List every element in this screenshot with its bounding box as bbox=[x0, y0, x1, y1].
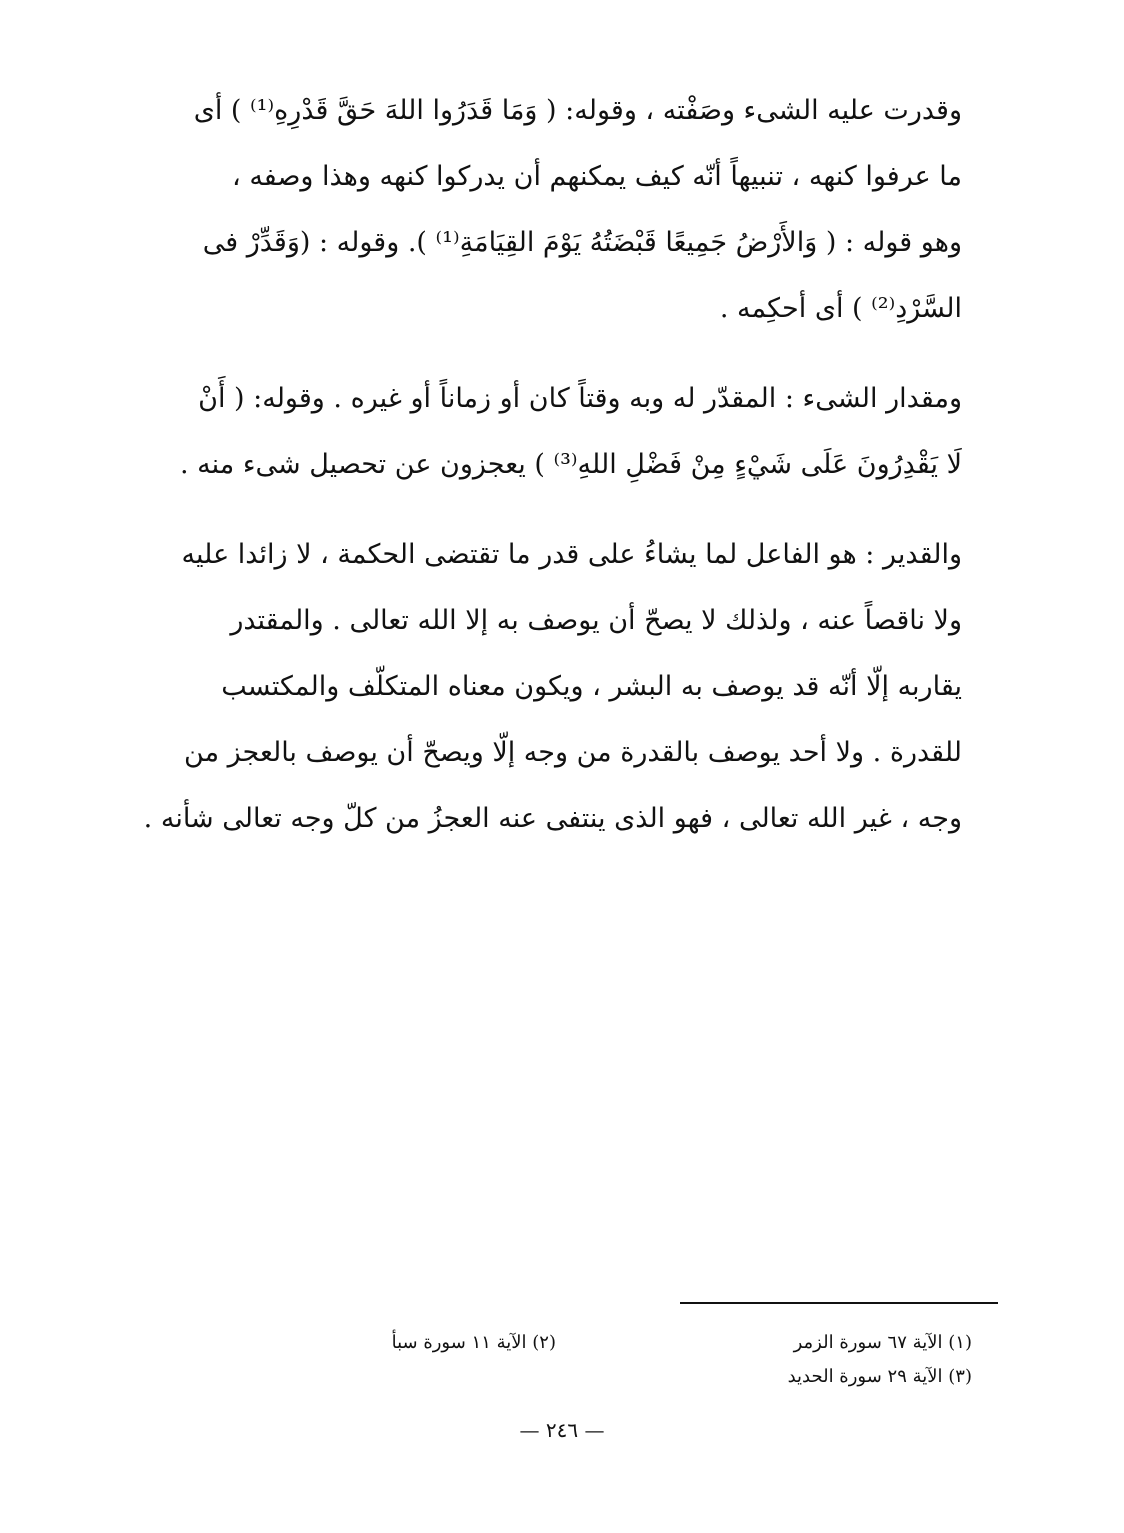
text-line: وجه ، غير الله تعالى ، فهو الذى ينتفى عنه العجزُ من كلّ وجه تعالى شأنه . bbox=[143, 803, 962, 834]
footnote-3: (٣) الآية ٢٩ سورة الحديد bbox=[787, 1366, 972, 1387]
text-line: يقاربه إلّا أنّه قد يوصف به البشر ، ويكون معناه المتكلّف والمكتسب bbox=[221, 671, 962, 702]
footnote-1: (١) الآية ٦٧ سورة الزمر bbox=[793, 1332, 972, 1353]
text-line: لَا يَقْدِرُونَ عَلَى شَيْءٍ مِنْ فَضْلِ اللهِ⁽³⁾ ) يعجزون عن تحصيل شىء منه . bbox=[180, 449, 962, 480]
page-number: — ٢٤٦ — bbox=[519, 1418, 605, 1442]
text-line: وهو قوله : ( وَالأَرْضُ جَمِيعًا قَبْضَتُهُ يَوْمَ القِيَامَةِ⁽¹⁾ ). وقوله : (وَقَدِّرْ فى bbox=[202, 227, 962, 258]
text-line: ما عرفوا كنهه ، تنبيهاً أنّه كيف يمكنهم أن يدركوا كنهه وهذا وصفه ، bbox=[232, 161, 962, 192]
main-text bbox=[132, 78, 1002, 876]
footnote-divider bbox=[680, 1302, 998, 1304]
text-line: ولا ناقصاً عنه ، ولذلك لا يصحّ أن يوصف به إلا الله تعالى . والمقتدر bbox=[230, 605, 962, 636]
text-line: ومقدار الشىء : المقدّر له وبه وقتاً كان أو زماناً أو غيره . وقوله: ( أَنْ bbox=[198, 383, 962, 414]
paragraph-1 bbox=[132, 78, 1002, 342]
paragraph-3 bbox=[132, 522, 1002, 852]
text-line: وقدرت عليه الشىء وصَفْته ، وقوله: ( وَمَا قَدَرُوا اللهَ حَقَّ قَدْرِهِ⁽¹⁾ ) أى bbox=[193, 95, 962, 126]
text-line: السَّرْدِ⁽²⁾ ) أى أحكِمه . bbox=[719, 293, 962, 324]
footnote-2: (٢) الآية ١١ سورة سبأ bbox=[391, 1332, 556, 1353]
text-line: للقدرة . ولا أحد يوصف بالقدرة من وجه إلّا ويصحّ أن يوصف بالعجز من bbox=[184, 737, 962, 768]
text-line: والقدير : هو الفاعل لما يشاءُ على قدر ما تقتضى الحكمة ، لا زائدا عليه bbox=[181, 539, 962, 570]
paragraph-2 bbox=[132, 366, 1002, 498]
